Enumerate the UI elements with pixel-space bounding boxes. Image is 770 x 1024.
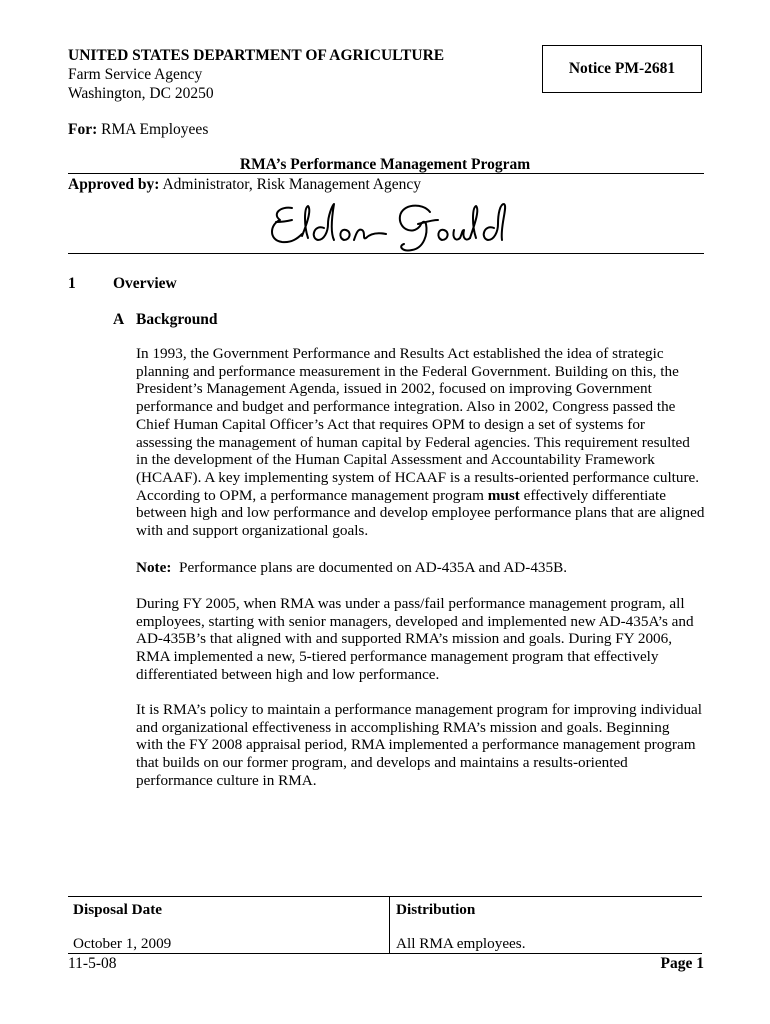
distribution-label: Distribution: [396, 901, 476, 918]
approved-by-label: Approved by:: [68, 176, 160, 193]
note-label: Note:: [136, 559, 172, 576]
note-line: [136, 559, 708, 577]
for-line: [68, 120, 208, 139]
paragraph-line: It is RMA’s policy to maintain a performance management program for improving individual: [136, 701, 703, 718]
paragraph-line: RMA implemented a new, 5-tiered performance management program that effectively: [136, 648, 659, 666]
disposal-value: October 1, 2009: [73, 935, 172, 952]
signature: [262, 196, 512, 256]
paragraph-line: between high and low performance and develop employee performance plans that are aligned: [136, 504, 705, 522]
paragraph-line: performance and budget and performance integration. Also in 2002, Congress passed the: [136, 398, 676, 416]
page-number: Page 1: [660, 955, 704, 972]
paragraph-line: with and support organizational goals.: [136, 522, 369, 540]
subsection-letter: A: [113, 311, 125, 328]
paragraph-line: that builds on our former program, and develops and maintains a results-oriented: [136, 754, 628, 772]
paragraph-line: In 1993, the Government Performance and Results Act established the idea of strategic: [136, 345, 664, 362]
background-paragraph-2: [136, 595, 708, 684]
paragraph-line: (HCAAF). A key implementing system of HCAAF is a results-oriented performance culture.: [136, 468, 700, 486]
note-text: Performance plans are documented on AD-435A and AD-435B.: [179, 559, 568, 576]
distribution-value: All RMA employees.: [396, 935, 526, 952]
agency-name: Farm Service Agency: [68, 66, 203, 83]
background-paragraph-3: [136, 701, 708, 790]
section-number: 1: [68, 275, 76, 292]
paragraph-line: AD-435B’s that aligned with and supported RMA’s mission and goals. During FY 2006,: [136, 630, 673, 648]
disposal-distribution-table: [68, 896, 702, 954]
paragraph-line: with the FY 2008 appraisal period, RMA implemented a performance management program: [136, 736, 696, 754]
approved-by-line: [68, 175, 421, 194]
signature-rule: [68, 253, 704, 254]
disposal-label: Disposal Date: [73, 901, 163, 918]
paragraph-line: assessing the management of human capital by Federal agencies. This requirement resulted: [136, 433, 690, 451]
paragraph-line: differentiated between high and low performance.: [136, 665, 440, 683]
paragraph-line: [136, 487, 708, 505]
paragraph-line: planning and performance measurement in the Federal Government. Building on this, the: [136, 362, 679, 380]
disposal-cell: [68, 897, 390, 954]
paragraph-line: employees, starting with senior managers, developed and implemented new AD-435A’s and: [136, 612, 694, 630]
paragraph-line: During FY 2005, when RMA was under a pass/fail performance management program, all: [136, 595, 685, 612]
document-title: RMA’s Performance Management Program: [239, 156, 531, 173]
background-paragraph-1: [136, 345, 708, 540]
distribution-cell: [390, 897, 703, 954]
for-label: For:: [68, 121, 98, 138]
title-rule: [68, 173, 704, 174]
approved-by-value: Administrator, Risk Management Agency: [162, 176, 422, 193]
paragraph-line: and organizational effectiveness in accomplishing RMA’s mission and goals. Beginning: [136, 718, 670, 736]
section-title: Overview: [113, 275, 177, 292]
agency-address: Washington, DC 20250: [68, 85, 214, 102]
for-value: RMA Employees: [101, 121, 209, 138]
paragraph-line: performance culture in RMA.: [136, 771, 317, 789]
signature-image: [262, 196, 512, 256]
footer-date: 11-5-08: [68, 955, 117, 972]
emphasis-must: must: [487, 486, 520, 504]
notice-number-box: [542, 45, 702, 93]
subsection-title: Background: [136, 311, 218, 328]
paragraph-line: Chief Human Capital Officer’s Act that requires OPM to design a set of systems for: [136, 415, 645, 433]
notice-number: Notice PM-2681: [568, 60, 676, 77]
line-text: effectively differentiate: [523, 486, 666, 504]
paragraph-line: in the development of the Human Capital Assessment and Accountability Framework: [136, 451, 655, 469]
line-text: According to OPM, a performance management program: [136, 486, 488, 504]
paragraph-line: President’s Management Agenda, issued in 2002, focused on improving Government: [136, 380, 652, 398]
department-name: UNITED STATES DEPARTMENT OF AGRICULTURE: [68, 47, 445, 64]
